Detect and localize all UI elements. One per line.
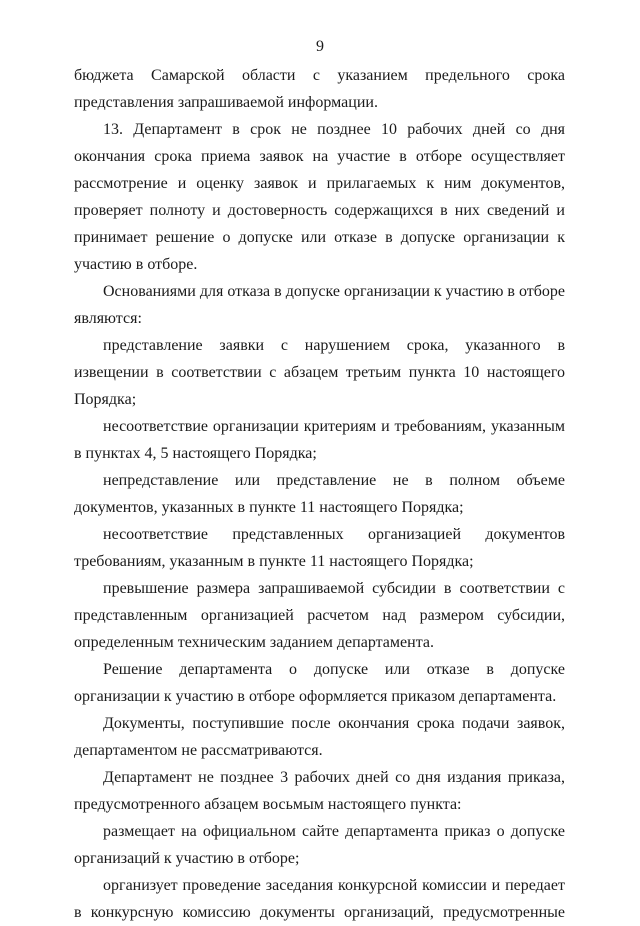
paragraph-publishes-order: размещает на официальном сайте департамента приказ о допуске организаций к участию в отборе; [74, 823, 565, 867]
paragraph-continuation: бюджета Самарской области с указанием предельного срока представления запрашиваемой информации. [74, 67, 565, 111]
paragraph-ground-criteria-mismatch: несоответствие организации критериям и требованиям, указанным в пунктах 4, 5 настоящего Порядка; [74, 418, 565, 462]
paragraph-within-3-days: Департамент не позднее 3 рабочих дней со дня издания приказа, предусмотренного абзацем восьмым настоящего пункта: [74, 769, 565, 813]
paragraph-decision: Решение департамента о допуске или отказе в допуске организации к участию в отборе оформляется приказом департамента. [74, 661, 565, 705]
paragraph-late-documents: Документы, поступившие после окончания срока подачи заявок, департаментом не рассматриваются. [74, 715, 565, 759]
paragraph-ground-documents-mismatch: несоответствие представленных организацией документов требованиям, указанным в пункте 11 настоящего Порядка; [74, 526, 565, 570]
paragraph-ground-late-application: представление заявки с нарушением срока, указанного в извещении в соответствии с абзацем третьим пункта 10 настоящего Порядка; [74, 337, 565, 408]
paragraph-item-13: 13. Департамент в срок не позднее 10 рабочих дней со дня окончания срока приема заявок на участие в отборе осуществляет рассмотрение и оценку заявок и прилагаемых к ним документов, проверяет полноту и достоверность содержащихся в них сведений и принимает решение о допуске или отказе в допуске организации к участию в отборе. [74, 121, 565, 273]
paragraph-organizes-meeting: организует проведение заседания конкурсной комиссии и передает в конкурсную комиссию документы организаций, предусмотренные [74, 877, 565, 921]
paragraph-ground-subsidy-excess: превышение размера запрашиваемой субсидии в соответствии с представленным организацией расчетом над размером субсидии, определенным техническим заданием департамента. [74, 580, 565, 651]
page-number: 9 [316, 38, 324, 55]
paragraph-grounds-intro: Основаниями для отказа в допуске организации к участию в отборе являются: [74, 283, 565, 327]
paragraph-ground-incomplete-documents: непредставление или представление не в полном объеме документов, указанных в пункте 11 настоящего Порядка; [74, 472, 565, 516]
document-body [74, 62, 565, 926]
